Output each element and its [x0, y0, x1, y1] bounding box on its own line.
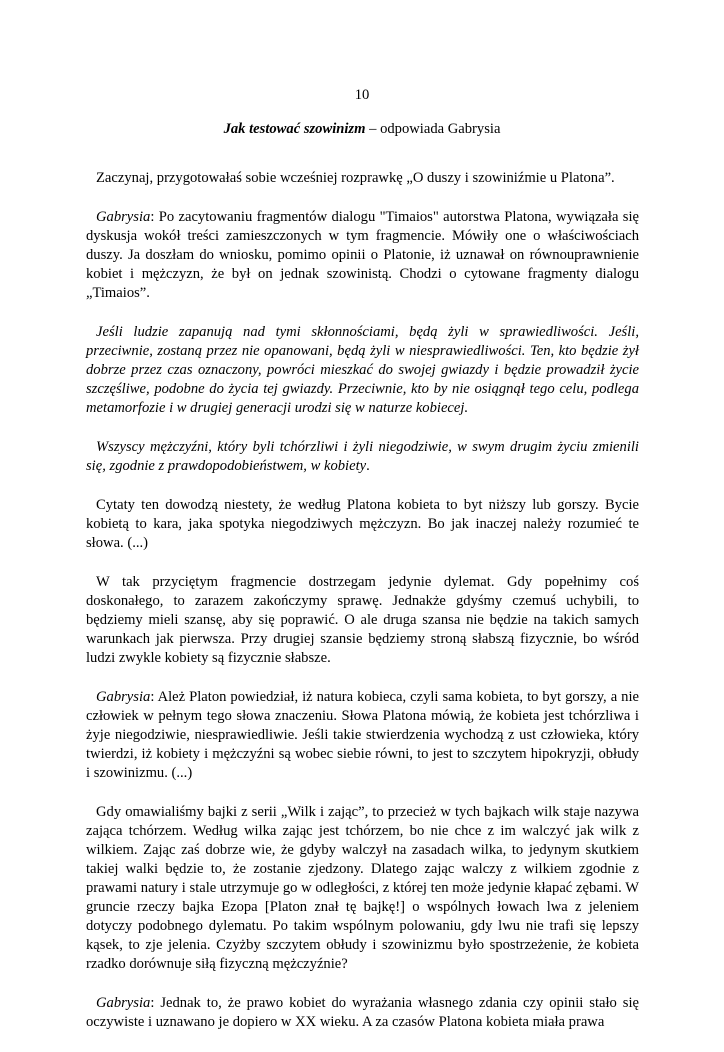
speaker-name: Gabrysia	[96, 209, 151, 225]
page-title	[0, 120, 724, 139]
paragraph-gabrysia-2	[86, 688, 639, 783]
quote-paragraph-2	[86, 438, 639, 476]
paragraph-commentary-1: Cytaty ten dowodzą niestety, że według Platona kobieta to byt niższy lub gorszy. Bycie kobietą to kara, jaka spotyka niegodziwych mężczyzn. Bo jak inaczej należy rozumieć te słowa. (...)	[86, 497, 639, 551]
paragraph-commentary-2: W tak przyciętym fragmencie dostrzegam jedynie dylemat. Gdy popełnimy coś doskonałego, to zarazem zakończymy sprawę. Jednakże gdyśmy czemuś uchybili, to będziemy mieli szansę, aby się poprawić. O ale druga szansa nie będzie na takich samych warunkach jak pierwsza. Przy drugiej szansie będziemy stroną słabszą fizycznie, bo wśród ludzi zwykle kobiety są fizycznie słabsze.	[86, 574, 639, 666]
paragraph-text: : Po zacytowaniu fragmentów dialogu "Timaios" autorstwa Platona, wywiązała się dyskusja wokół treści zamieszczonych w tym fragmencie. Mówiły one o właściwościach duszy. Ja doszłam do wniosku, pomimo opinii o Platonie, iż uznawał on równouprawnienie kobiet i mężczyzn, że był on jednak szowinistą. Chodzi o cytowane fragmenty dialogu „Timaios”.	[86, 209, 639, 301]
paragraph-gabrysia-3	[86, 994, 639, 1032]
paragraph-intro: Zaczynaj, przygotowałaś sobie wcześniej rozprawkę „O duszy i szowiniźmie u Platona”.	[96, 170, 615, 186]
quote-end: .	[366, 458, 370, 474]
quote-paragraph-1: Jeśli ludzie zapanują nad tymi skłonnościami, będą żyli w sprawiedliwości. Jeśli, przeciwnie, zostaną przez nie opanowani, będą żyli w niesprawiedliwości. Ten, kto będzie żył dobrze przez czas oznaczony, powróci mieszkać do swojej gwiazdy i będzie prowadził życie szczęśliwe, podobne do życia tej gwiazdy. Przeciwnie, kto by nie osiągnął tego celu, podlega metamorfozie i w drugiej generacji urodzi się w naturze kobiecej.	[86, 324, 639, 416]
speaker-name: Gabrysia	[96, 995, 151, 1011]
page-number: 10	[354, 87, 370, 103]
quote-text: Wszyscy mężczyźni, który byli tchórzliwi i żyli niegodziwie, w swym drugim życiu zmienili się, zgodnie z prawdopodobieństwem, w kobiety	[86, 439, 639, 474]
document-body	[86, 169, 639, 1052]
paragraph-gabrysia-1	[86, 208, 639, 303]
title-italic: Jak testować szowinizm	[223, 121, 366, 137]
paragraph-commentary-3: Gdy omawialiśmy bajki z serii „Wilk i zając”, to przecież w tych bajkach wilk staje nazywa zająca tchórzem. Według wilka zając jest tchórzem, bo nie chce z im walczyć jak wilk z wilkiem. Zając zaś dobrze wie, że gdyby walczył na zasadach wilka, to jedynym skutkiem takiej walki będzie to, że zostanie zjedzony. Dlatego zając walczy z wilkiem zgodnie z prawami natury i stale utrzymuje go w odległości, z której ten może jedynie kłapać zębami. W gruncie rzeczy bajka Ezopa [Platon znał tę bajkę!] o wspólnych łowach lwa z jeleniem dotyczy podobnego dylematu. Po takim wspólnym polowaniu, gdy lwu nie trafi się lepszy kąsek, to zje jelenia. Czyżby szczytem obłudy i szowinizmu było spostrzeżenie, że kobieta rzadko dorównuje siłą fizyczną mężczyźnie?	[86, 804, 639, 972]
speaker-name: Gabrysia	[96, 689, 151, 705]
paragraph-text: : Jednak to, że prawo kobiet do wyrażania własnego zdania czy opinii stało się oczywiste i uznawano je dopiero w XX wieku. A za czasów Platona kobieta miała prawa	[86, 995, 639, 1030]
title-rest: – odpowiada Gabrysia	[365, 121, 501, 137]
paragraph-text: : Ależ Platon powiedział, iż natura kobieca, czyli sama kobieta, to byt gorszy, a nie człowiek w pełnym tego słowa znaczeniu. Słowa Platona mówią, że kobieta jest tchórzliwa i żyje niegodziwie, niesprawiedliwie. Jeśli takie stwierdzenia wychodzą z ust człowieka, który twierdzi, iż kobiety i mężczyźni są wobec siebie równi, to jest to szczytem hipokryzji, obłudy i szowinizmu. (...)	[86, 689, 639, 781]
